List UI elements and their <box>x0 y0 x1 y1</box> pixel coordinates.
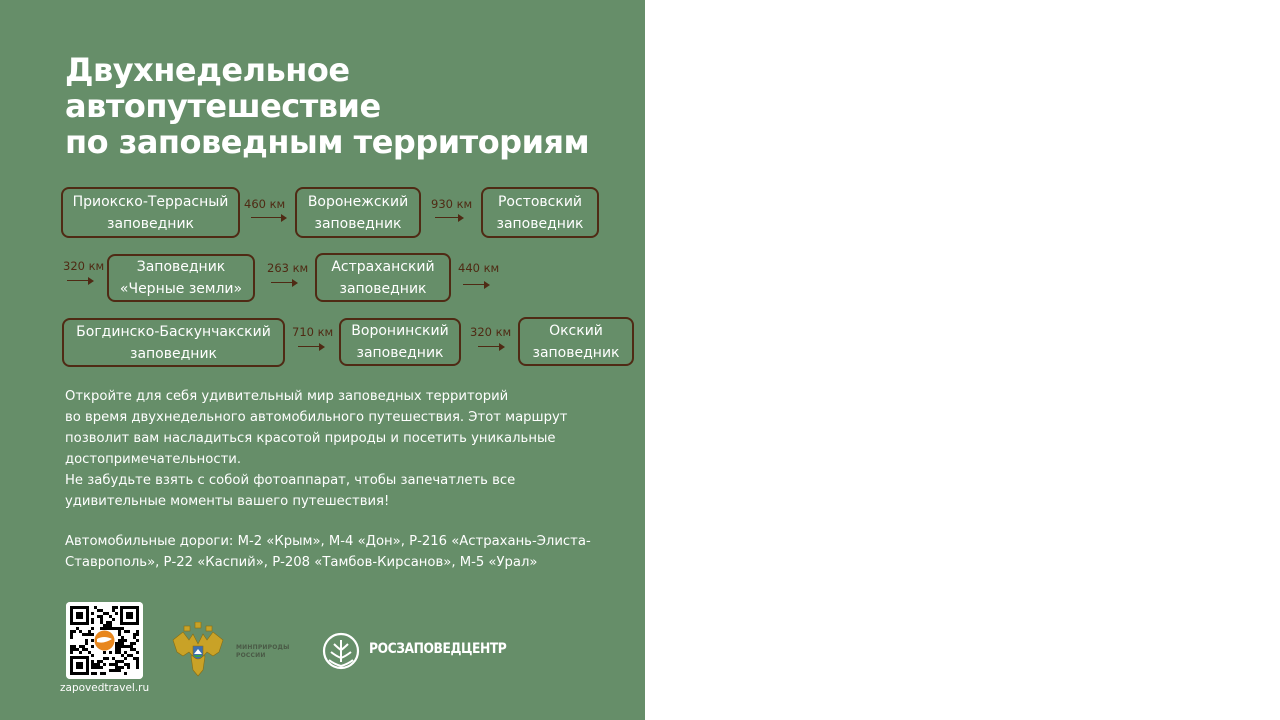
org-name: РОСЗАПОВЕДЦЕНТР <box>369 641 507 657</box>
route-box-chernye-zemli <box>107 254 255 302</box>
roads-line: Автомобильные дороги: М-2 «Крым», М-4 «Дон», Р-216 «Астрахань-Элиста- <box>65 534 591 549</box>
double-headed-eagle-emblem-icon <box>167 622 229 684</box>
ministry-line-2: РОССИИ <box>236 652 266 659</box>
arrow-right-icon <box>251 217 282 218</box>
arrow-right-icon <box>463 284 485 285</box>
distance-label: 460 км <box>244 197 286 211</box>
route-box-sublabel: заповедник <box>130 345 217 362</box>
route-box-sublabel: «Черные земли» <box>119 281 243 297</box>
route-box-rostovsky <box>481 187 599 238</box>
route-box-sublabel: заповедник <box>356 345 444 361</box>
page-title <box>65 52 589 160</box>
route-box-voroninsky <box>339 318 461 366</box>
distance-label: 320 км <box>470 325 512 339</box>
route-box-sublabel: заповедник <box>314 215 402 232</box>
route-box-label: Астраханский <box>331 258 435 275</box>
route-box-label: Воронинский <box>351 323 449 339</box>
roszapovedcentr-logo-icon <box>322 632 360 674</box>
route-box-label: Приокско-Террасный <box>72 193 229 210</box>
route-box-sublabel: заповедник <box>339 280 427 297</box>
description-line: во время двухнедельного автомобильного путешествия. Этот маршрут <box>65 410 568 425</box>
route-box-sublabel: заповедник <box>496 215 584 232</box>
route-box-astrakhansky <box>315 253 451 302</box>
distance-label: 930 км <box>431 197 473 211</box>
arrow-right-icon <box>298 346 320 347</box>
route-box-voronezhsky <box>295 187 421 238</box>
description-line: достопримечательности. <box>65 452 242 467</box>
title-line-2: автопутешествие <box>65 87 381 125</box>
route-box-label: Ростовский <box>497 193 583 210</box>
route-box-label: Воронежский <box>307 193 409 210</box>
arrow-right-icon <box>271 282 293 283</box>
ministry-label <box>236 644 290 660</box>
route-box-sublabel: заповедник <box>107 215 194 232</box>
title-line-3: по заповедным территориям <box>65 123 590 161</box>
route-box-sublabel: заповедник <box>532 344 620 361</box>
description-line: удивительные моменты вашего путешествия! <box>65 494 390 509</box>
route-box-prioksko-terrasny <box>61 187 240 238</box>
route-box-label: Окский <box>549 322 603 339</box>
qr-code-icon[interactable] <box>66 602 143 679</box>
arrow-right-icon <box>67 280 89 281</box>
description-line: Откройте для себя удивительный мир заповедных территорий <box>65 389 509 404</box>
distance-label: 440 км <box>458 261 500 275</box>
arrow-right-icon <box>478 346 500 347</box>
roads-line: Ставрополь», Р-22 «Каспий», Р-208 «Тамбов-Кирсанов», М-5 «Урал» <box>65 555 538 570</box>
description-text <box>65 386 567 512</box>
title-line-1: Двухнедельное <box>65 51 350 89</box>
route-box-bogdinsko-baskunchaksky <box>62 318 285 367</box>
arrow-right-icon <box>435 217 459 218</box>
distance-label: 710 км <box>292 325 334 339</box>
distance-label: 263 км <box>267 261 309 275</box>
site-url[interactable]: zapovedtravel.ru <box>60 682 150 694</box>
ministry-line-1: МИНПРИРОДЫ <box>236 644 290 651</box>
description-line: позволит вам насладиться красотой природы и посетить уникальные <box>65 431 556 446</box>
route-box-oksky <box>518 317 634 366</box>
description-line: Не забудьте взять с собой фотоаппарат, чтобы запечатлеть все <box>65 473 516 488</box>
route-box-label: Богдинско-Баскунчакский <box>76 323 271 340</box>
roads-text <box>65 531 591 573</box>
route-box-label: Заповедник <box>136 259 226 275</box>
distance-label: 320 км <box>63 259 105 273</box>
